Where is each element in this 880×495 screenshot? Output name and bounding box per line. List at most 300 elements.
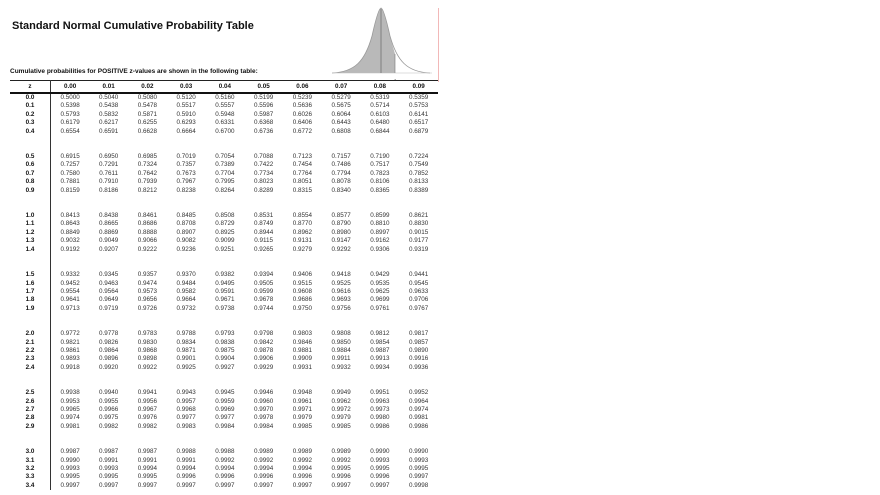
- probability-cell: 0.9938: [60, 389, 80, 397]
- header-col: 0.02: [128, 81, 167, 94]
- table-row: [10, 271, 438, 279]
- probability-cell: 0.6443: [331, 119, 351, 127]
- probability-cell: 0.7939: [137, 178, 157, 186]
- probability-cell: 0.9994: [176, 465, 196, 472]
- probability-cell: 0.6915: [60, 153, 80, 161]
- probability-cell: 0.7422: [253, 161, 274, 169]
- probability-cell: 0.7088: [253, 153, 274, 161]
- probability-cell: 0.9987: [98, 448, 119, 456]
- probability-cell: 0.9990: [370, 448, 390, 456]
- probability-cell: 0.9929: [253, 363, 274, 371]
- table-row: [10, 237, 438, 245]
- probability-cell: 0.9713: [60, 304, 80, 312]
- probability-cell: 0.9964: [408, 397, 429, 405]
- table-row: [10, 482, 438, 490]
- probability-cell: 0.9996: [292, 473, 312, 481]
- header-col: 0.03: [167, 81, 206, 94]
- probability-cell: 0.9898: [137, 355, 157, 363]
- probability-cell: 0.6628: [137, 127, 157, 135]
- probability-cell: 0.8888: [137, 228, 157, 236]
- probability-cell: 0.9995: [98, 473, 119, 481]
- probability-cell: 0.9484: [176, 279, 196, 287]
- probability-cell: 0.9940: [98, 389, 119, 397]
- probability-cell: 0.6736: [253, 127, 274, 135]
- z-axis-label: z: [394, 77, 396, 82]
- probability-cell: 0.9881: [292, 346, 312, 354]
- probability-cell: 0.9986: [370, 422, 390, 430]
- probability-cell: 0.7611: [99, 169, 119, 177]
- probability-cell: 0.9976: [137, 414, 157, 422]
- probability-cell: 0.9974: [60, 414, 80, 422]
- probability-cell: 0.9099: [215, 237, 235, 245]
- table-row: [10, 296, 438, 304]
- probability-cell: 0.9545: [408, 279, 429, 287]
- probability-cell: 0.9370: [176, 271, 196, 279]
- probability-cell: 0.9664: [176, 296, 196, 304]
- z-value: 0.4: [10, 128, 51, 136]
- probability-cell: 0.9599: [253, 287, 274, 295]
- probability-cell: 0.9920: [98, 363, 119, 371]
- probability-cell: 0.9990: [408, 448, 429, 456]
- probability-cell: 0.9049: [98, 237, 119, 245]
- probability-cell: 0.9686: [292, 296, 312, 304]
- probability-cell: 0.5319: [370, 94, 390, 101]
- probability-cell: 0.9995: [137, 473, 157, 481]
- probability-cell: 0.9207: [98, 245, 119, 253]
- probability-cell: 0.9985: [292, 422, 312, 430]
- probability-cell: 0.9793: [215, 330, 235, 338]
- probability-cell: 0.9812: [370, 330, 390, 338]
- probability-cell: 0.9970: [253, 405, 274, 413]
- probability-cell: 0.9750: [292, 304, 312, 312]
- probability-cell: 0.9564: [98, 287, 119, 295]
- probability-cell: 0.9641: [60, 296, 80, 304]
- probability-cell: 0.9946: [253, 389, 274, 397]
- probability-cell: 0.8665: [98, 220, 119, 228]
- probability-cell: 0.9591: [215, 287, 235, 295]
- probability-cell: 0.9265: [253, 245, 274, 253]
- probability-cell: 0.7967: [176, 178, 196, 186]
- probability-cell: 0.9418: [331, 271, 351, 279]
- probability-cell: 0.9864: [98, 346, 119, 354]
- z-value: 2.7: [10, 406, 51, 414]
- table-row: [10, 355, 438, 363]
- probability-cell: 0.5199: [253, 94, 274, 101]
- probability-cell: 0.9192: [60, 245, 80, 253]
- z-value: 0.6: [10, 161, 51, 169]
- probability-cell: 0.9441: [408, 271, 429, 279]
- table-row: [10, 389, 438, 397]
- probability-cell: 0.9738: [215, 304, 235, 312]
- probability-cell: 0.9936: [408, 363, 429, 371]
- probability-cell: 0.9971: [292, 405, 312, 413]
- probability-cell: 0.5000: [60, 94, 80, 101]
- probability-cell: 0.9992: [331, 456, 351, 464]
- probability-cell: 0.9147: [331, 237, 351, 245]
- probability-cell: 0.9726: [137, 304, 157, 312]
- probability-cell: 0.6026: [292, 110, 312, 118]
- probability-cell: 0.9463: [98, 279, 119, 287]
- probability-cell: 0.9878: [253, 346, 274, 354]
- probability-cell: 0.9916: [408, 355, 429, 363]
- probability-cell: 0.7291: [98, 161, 119, 169]
- probability-cell: 0.6950: [98, 153, 119, 161]
- probability-cell: 0.9834: [176, 338, 196, 346]
- header-col: 0.09: [399, 81, 438, 94]
- probability-cell: 0.9798: [253, 330, 274, 338]
- probability-cell: 0.8686: [137, 220, 157, 228]
- probability-cell: 0.8962: [292, 228, 312, 236]
- probability-cell: 0.8289: [253, 186, 274, 194]
- probability-cell: 0.9906: [253, 355, 274, 363]
- table-row: [10, 212, 438, 220]
- probability-cell: 0.9993: [370, 456, 390, 464]
- probability-cell: 0.8810: [370, 220, 390, 228]
- probability-cell: 0.9515: [292, 279, 312, 287]
- probability-cell: 0.9981: [408, 414, 429, 422]
- probability-cell: 0.7324: [137, 161, 157, 169]
- probability-cell: 0.9979: [292, 414, 312, 422]
- z-value: 0.9: [10, 187, 51, 195]
- probability-cell: 0.9693: [331, 296, 351, 304]
- probability-cell: 0.7517: [370, 161, 390, 169]
- probability-cell: 0.9945: [215, 389, 235, 397]
- probability-cell: 0.7190: [370, 153, 390, 161]
- probability-cell: 0.5239: [292, 94, 312, 101]
- probability-cell: 0.5040: [98, 94, 119, 101]
- table-row: [10, 246, 438, 254]
- probability-cell: 0.9978: [253, 414, 274, 422]
- probability-cell: 0.9995: [370, 465, 390, 472]
- z-value: 2.6: [10, 398, 51, 406]
- probability-cell: 0.6554: [60, 127, 80, 135]
- probability-cell: 0.9671: [215, 296, 235, 304]
- probability-cell: 0.5675: [331, 102, 351, 110]
- probability-cell: 0.9977: [215, 414, 235, 422]
- z-value: 1.6: [10, 280, 51, 288]
- probability-cell: 0.9909: [292, 355, 312, 363]
- probability-cell: 0.7157: [331, 153, 351, 161]
- probability-cell: 0.9761: [370, 304, 390, 312]
- probability-cell: 0.9306: [370, 245, 390, 253]
- probability-cell: 0.9972: [331, 405, 351, 413]
- probability-cell: 0.9236: [176, 245, 196, 253]
- probability-cell: 0.9984: [215, 422, 235, 430]
- probability-cell: 0.6879: [408, 127, 429, 135]
- probability-cell: 0.9991: [98, 456, 119, 464]
- probability-cell: 0.9989: [331, 448, 351, 456]
- probability-cell: 0.9996: [253, 473, 274, 481]
- probability-cell: 0.8365: [370, 186, 390, 194]
- probability-cell: 0.6217: [98, 119, 119, 127]
- z-value: 0.7: [10, 170, 51, 178]
- probability-cell: 0.9826: [98, 338, 119, 346]
- probability-cell: 0.9948: [292, 389, 312, 397]
- probability-cell: 0.9961: [292, 397, 312, 405]
- probability-cell: 0.9997: [60, 481, 80, 489]
- probability-cell: 0.9973: [370, 405, 390, 413]
- probability-cell: 0.9875: [215, 346, 235, 354]
- probability-cell: 0.9989: [292, 448, 312, 456]
- z-value: 2.4: [10, 364, 51, 372]
- probability-cell: 0.6141: [408, 110, 429, 118]
- probability-cell: 0.9982: [98, 422, 119, 430]
- probability-cell: 0.9991: [137, 456, 157, 464]
- probability-cell: 0.9854: [370, 338, 390, 346]
- z-value: 2.9: [10, 423, 51, 431]
- probability-cell: 0.9997: [292, 481, 312, 489]
- z-value: 0.3: [10, 119, 51, 127]
- probability-cell: 0.9934: [370, 363, 390, 371]
- probability-cell: 0.9996: [176, 473, 196, 481]
- probability-cell: 0.7852: [408, 169, 429, 177]
- z-value: 1.0: [10, 212, 51, 220]
- probability-cell: 0.9965: [60, 405, 80, 413]
- probability-cell: 0.9808: [331, 330, 351, 338]
- probability-cell: 0.5832: [98, 110, 119, 118]
- probability-cell: 0.6331: [215, 119, 235, 127]
- probability-cell: 0.9884: [331, 346, 351, 354]
- probability-cell: 0.9966: [98, 405, 119, 413]
- probability-cell: 0.8212: [137, 186, 157, 194]
- z-value: 1.7: [10, 288, 51, 296]
- probability-cell: 0.9817: [408, 330, 429, 338]
- probability-cell: 0.9993: [60, 465, 80, 472]
- probability-cell: 0.9345: [98, 271, 119, 279]
- table-row: [10, 465, 438, 473]
- normal-curve-figure: [330, 6, 436, 86]
- z-value: 1.5: [10, 271, 51, 279]
- probability-cell: 0.9988: [176, 448, 196, 456]
- probability-cell: 0.9382: [215, 271, 235, 279]
- probability-cell: 0.9991: [176, 456, 196, 464]
- probability-cell: 0.8413: [60, 212, 80, 220]
- probability-cell: 0.9995: [408, 465, 429, 472]
- table-row: [10, 457, 438, 465]
- probability-cell: 0.5279: [331, 94, 351, 101]
- probability-cell: 0.9931: [292, 363, 312, 371]
- probability-cell: 0.9987: [60, 448, 80, 456]
- group-spacer: [10, 431, 438, 448]
- table-row: [10, 119, 438, 127]
- probability-cell: 0.8106: [370, 178, 390, 186]
- probability-cell: 0.9429: [370, 271, 390, 279]
- probability-cell: 0.9066: [137, 237, 157, 245]
- probability-cell: 0.9984: [253, 422, 274, 430]
- probability-cell: 0.8749: [253, 220, 274, 228]
- probability-cell: 0.9015: [408, 228, 429, 236]
- probability-cell: 0.9943: [176, 389, 196, 397]
- probability-cell: 0.5517: [176, 102, 196, 110]
- probability-cell: 0.7357: [176, 161, 196, 169]
- probability-cell: 0.9985: [331, 422, 351, 430]
- z-value: 0.5: [10, 153, 51, 161]
- probability-cell: 0.9573: [137, 287, 157, 295]
- table-row: [10, 280, 438, 288]
- probability-cell: 0.6772: [292, 127, 312, 135]
- probability-cell: 0.9904: [215, 355, 235, 363]
- probability-cell: 0.8485: [176, 212, 196, 220]
- probability-cell: 0.9987: [137, 448, 157, 456]
- probability-cell: 0.9983: [176, 422, 196, 430]
- probability-cell: 0.9927: [215, 363, 235, 371]
- probability-cell: 0.8907: [176, 228, 196, 236]
- probability-cell: 0.9997: [370, 481, 390, 489]
- probability-cell: 0.6664: [176, 127, 196, 135]
- probability-cell: 0.9319: [408, 245, 429, 253]
- table-row: [10, 178, 438, 186]
- probability-cell: 0.9963: [370, 397, 390, 405]
- probability-cell: 0.7389: [215, 161, 235, 169]
- probability-cell: 0.9969: [215, 405, 235, 413]
- probability-cell: 0.9846: [292, 338, 312, 346]
- probability-cell: 0.9993: [408, 456, 429, 464]
- probability-cell: 0.9821: [60, 338, 80, 346]
- probability-cell: 0.9756: [331, 304, 351, 312]
- probability-cell: 0.9997: [215, 481, 235, 489]
- probability-cell: 0.9890: [408, 346, 429, 354]
- probability-cell: 0.7642: [137, 169, 157, 177]
- probability-cell: 0.5359: [408, 94, 429, 101]
- z-value: 2.2: [10, 347, 51, 355]
- probability-cell: 0.8997: [370, 228, 390, 236]
- probability-cell: 0.9177: [408, 237, 429, 245]
- probability-cell: 0.6844: [370, 127, 390, 135]
- probability-cell: 0.9941: [137, 389, 157, 397]
- probability-cell: 0.9955: [98, 397, 119, 405]
- probability-cell: 0.9896: [98, 355, 119, 363]
- table-row: [10, 288, 438, 296]
- probability-cell: 0.9953: [60, 397, 80, 405]
- table-row: [10, 398, 438, 406]
- probability-cell: 0.7549: [408, 161, 429, 169]
- probability-cell: 0.9535: [370, 279, 390, 287]
- probability-cell: 0.9767: [408, 304, 429, 312]
- z-value: 0.2: [10, 111, 51, 119]
- probability-cell: 0.9957: [176, 397, 196, 405]
- table-row: [10, 229, 438, 237]
- probability-cell: 0.8023: [253, 178, 274, 186]
- group-spacer: [10, 254, 438, 271]
- probability-cell: 0.8531: [253, 212, 274, 220]
- header-col: 0.08: [361, 81, 400, 94]
- probability-cell: 0.7019: [176, 153, 196, 161]
- table-row: [10, 347, 438, 355]
- probability-cell: 0.9251: [215, 245, 235, 253]
- probability-cell: 0.9994: [215, 465, 235, 472]
- probability-cell: 0.7123: [292, 153, 312, 161]
- table-row: [10, 414, 438, 422]
- z-value: 2.5: [10, 389, 51, 397]
- probability-cell: 0.9656: [137, 296, 157, 304]
- probability-cell: 0.9783: [137, 330, 157, 338]
- probability-cell: 0.9990: [60, 456, 80, 464]
- probability-cell: 0.9803: [292, 330, 312, 338]
- probability-cell: 0.9772: [60, 330, 80, 338]
- probability-cell: 0.9868: [137, 346, 157, 354]
- probability-cell: 0.9975: [98, 414, 119, 422]
- probability-cell: 0.9332: [60, 271, 80, 279]
- probability-cell: 0.9981: [60, 422, 80, 430]
- z-value: 3.3: [10, 473, 51, 481]
- z-value: 1.4: [10, 246, 51, 254]
- z-value: 2.3: [10, 355, 51, 363]
- probability-cell: 0.9988: [215, 448, 235, 456]
- probability-cell: 0.8461: [137, 212, 157, 220]
- probability-cell: 0.9995: [60, 473, 80, 481]
- table-row: [10, 220, 438, 228]
- probability-cell: 0.8790: [331, 220, 351, 228]
- probability-cell: 0.7580: [60, 169, 80, 177]
- probability-cell: 0.9951: [370, 389, 390, 397]
- probability-cell: 0.9082: [176, 237, 196, 245]
- probability-cell: 0.6985: [137, 153, 157, 161]
- probability-cell: 0.9649: [98, 296, 119, 304]
- probability-cell: 0.7734: [253, 169, 274, 177]
- probability-cell: 0.9838: [215, 338, 235, 346]
- probability-table: [10, 80, 438, 490]
- probability-cell: 0.9678: [253, 296, 274, 304]
- probability-cell: 0.8643: [60, 220, 80, 228]
- probability-cell: 0.7995: [215, 178, 235, 186]
- z-value: 0.1: [10, 102, 51, 110]
- probability-cell: 0.8078: [331, 178, 351, 186]
- z-value: 2.1: [10, 339, 51, 347]
- probability-cell: 0.8315: [292, 186, 312, 194]
- table-row: [10, 187, 438, 195]
- probability-cell: 0.9997: [98, 481, 119, 489]
- probability-cell: 0.9699: [370, 296, 390, 304]
- probability-cell: 0.9994: [137, 465, 157, 472]
- probability-cell: 0.5478: [137, 102, 157, 110]
- probability-cell: 0.7910: [98, 178, 119, 186]
- z-value: 1.9: [10, 305, 51, 313]
- probability-cell: 0.5398: [60, 102, 80, 110]
- probability-cell: 0.8621: [408, 212, 429, 220]
- table-row: [10, 423, 438, 431]
- probability-cell: 0.9994: [292, 465, 312, 472]
- probability-cell: 0.9357: [137, 271, 157, 279]
- probability-cell: 0.8980: [331, 228, 351, 236]
- probability-cell: 0.9994: [253, 465, 274, 472]
- probability-cell: 0.8599: [370, 212, 390, 220]
- probability-cell: 0.7704: [215, 169, 235, 177]
- probability-cell: 0.5753: [408, 102, 429, 110]
- probability-cell: 0.8186: [98, 186, 119, 194]
- probability-cell: 0.9744: [253, 304, 274, 312]
- probability-cell: 0.5793: [60, 110, 80, 118]
- probability-cell: 0.9406: [292, 271, 312, 279]
- table-row: [10, 93, 438, 102]
- probability-cell: 0.6064: [331, 110, 351, 118]
- probability-cell: 0.9292: [331, 245, 351, 253]
- probability-cell: 0.9625: [370, 287, 390, 295]
- table-row: [10, 406, 438, 414]
- probability-cell: 0.9525: [331, 279, 351, 287]
- probability-cell: 0.9956: [137, 397, 157, 405]
- probability-cell: 0.9633: [408, 287, 429, 295]
- group-spacer: [10, 372, 438, 389]
- probability-cell: 0.9974: [408, 405, 429, 413]
- table-row: [10, 473, 438, 481]
- z-value: 0.0: [10, 93, 51, 102]
- probability-cell: 0.9997: [408, 473, 429, 481]
- probability-cell: 0.8869: [98, 228, 119, 236]
- probability-cell: 0.9925: [176, 363, 196, 371]
- probability-cell: 0.7794: [331, 169, 351, 177]
- probability-cell: 0.9932: [331, 363, 351, 371]
- probability-cell: 0.9719: [98, 304, 119, 312]
